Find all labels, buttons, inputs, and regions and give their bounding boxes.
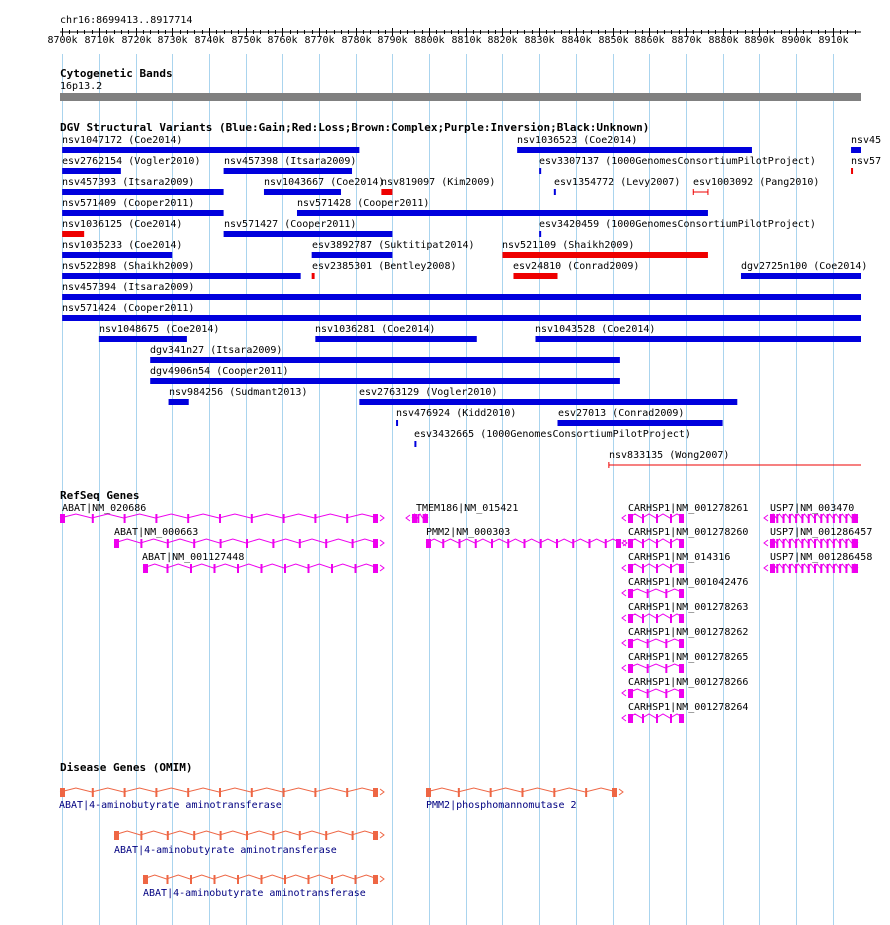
tick-label: 8770k	[304, 35, 335, 46]
refseq-gene-label: ABAT|NM_000663	[114, 527, 199, 538]
refseq-gene-label: CARHSP1|NM_001278260	[628, 527, 749, 538]
dgv-feature-label: nsv521109 (Shaikh2009)	[502, 240, 635, 251]
dgv-feature-label: esv2762154 (Vogler2010)	[62, 156, 201, 167]
tick-label: 8880k	[708, 35, 739, 46]
refseq-gene-label: ABAT|NM_020686	[62, 503, 147, 514]
omim-gene-label[interactable]: ABAT|4-aminobutyrate aminotransferase	[114, 845, 337, 856]
refseq-gene-label: USP7|NM_003470	[770, 503, 855, 514]
dgv-feature-label: esv24810 (Conrad2009)	[513, 261, 640, 272]
refseq-track-title[interactable]: RefSeq Genes	[60, 489, 140, 502]
tick-label: 8780k	[341, 35, 372, 46]
dgv-feature-label: nsv571427 (Cooper2011)	[224, 219, 357, 230]
cytoband-name: 16p13.2	[60, 81, 103, 92]
dgv-feature-label: nsv57	[851, 156, 882, 167]
dgv-feature-label: esv2763129 (Vogler2010)	[359, 387, 498, 398]
dgv-track-title[interactable]: DGV Structural Variants (Blue:Gain;Red:Loss;Brown:Complex;Purple:Inversion;Black:Unknown)	[60, 121, 650, 134]
refseq-gene-label: CARHSP1|NM_001278266	[628, 677, 749, 688]
dgv-feature-label: esv3892787 (Suktitipat2014)	[312, 240, 475, 251]
tick-label: 8710k	[84, 35, 115, 46]
dgv-feature-label: esv2385301 (Bentley2008)	[312, 261, 457, 272]
dgv-feature-label: nsv45	[851, 135, 882, 146]
dgv-feature-label: nsv457398 (Itsara2009)	[224, 156, 357, 167]
tick-label: 8720k	[121, 35, 152, 46]
refseq-gene-label: CARHSP1|NM_001278262	[628, 627, 749, 638]
omim-track-title[interactable]: Disease Genes (OMIM)	[60, 761, 193, 774]
dgv-feature-label: nsv833135 (Wong2007)	[609, 450, 730, 461]
refseq-gene-label: TMEM186|NM_015421	[416, 503, 519, 514]
dgv-feature-label: nsv571409 (Cooper2011)	[62, 198, 195, 209]
dgv-feature-label: dgv4906n54 (Cooper2011)	[150, 366, 289, 377]
refseq-gene-label: CARHSP1|NM_014316	[628, 552, 731, 563]
dgv-feature-label: esv3307137 (1000GenomesConsortiumPilotProject)	[539, 156, 816, 167]
dgv-feature-label: nsv1035233 (Coe2014)	[62, 240, 183, 251]
dgv-feature-label: esv27013 (Conrad2009)	[558, 408, 685, 419]
dgv-feature-label: nsv1036281 (Coe2014)	[315, 324, 436, 335]
dgv-feature-label: nsv476924 (Kidd2010)	[396, 408, 517, 419]
dgv-feature-label: dgv341n27 (Itsara2009)	[150, 345, 283, 356]
tick-label: 8840k	[561, 35, 592, 46]
omim-gene-label[interactable]: PMM2|phosphomannomutase 2	[426, 800, 577, 811]
refseq-gene-label: CARHSP1|NM_001278263	[628, 602, 749, 613]
dgv-feature-label: nsv1047172 (Coe2014)	[62, 135, 183, 146]
tick-label: 8810k	[451, 35, 482, 46]
cytoband-track-title[interactable]: Cytogenetic Bands	[60, 67, 173, 80]
omim-gene-label[interactable]: ABAT|4-aminobutyrate aminotransferase	[59, 800, 282, 811]
refseq-gene-label: USP7|NM_001286458	[770, 552, 873, 563]
dgv-feature-label: esv3432665 (1000GenomesConsortiumPilotProject)	[414, 429, 691, 440]
tick-label: 8910k	[818, 35, 849, 46]
dgv-feature-label: esv3420459 (1000GenomesConsortiumPilotProject)	[539, 219, 816, 230]
dgv-feature-label: nsv571424 (Cooper2011)	[62, 303, 195, 314]
tick-label: 8900k	[781, 35, 812, 46]
dgv-feature-label: nsv819097 (Kim2009)	[381, 177, 496, 188]
tick-label: 8860k	[634, 35, 665, 46]
tick-label: 8870k	[671, 35, 702, 46]
dgv-feature-label: esv1003092 (Pang2010)	[693, 177, 820, 188]
tick-label: 8740k	[194, 35, 225, 46]
dgv-feature-label: nsv1036125 (Coe2014)	[62, 219, 183, 230]
tick-label: 8790k	[377, 35, 408, 46]
tick-label: 8730k	[157, 35, 188, 46]
dgv-feature-label: nsv1043667 (Coe2014)	[264, 177, 385, 188]
refseq-gene-label: CARHSP1|NM_001278261	[628, 503, 749, 514]
tick-label: 8800k	[414, 35, 445, 46]
region-label: chr16:8699413..8917714	[60, 15, 193, 26]
refseq-gene-label: ABAT|NM_001127448	[142, 552, 245, 563]
dgv-feature-label: nsv1036523 (Coe2014)	[517, 135, 638, 146]
refseq-gene-label: USP7|NM_001286457	[770, 527, 873, 538]
dgv-feature-label: nsv571428 (Cooper2011)	[297, 198, 430, 209]
omim-gene-label[interactable]: ABAT|4-aminobutyrate aminotransferase	[143, 888, 366, 899]
tick-label: 8850k	[598, 35, 629, 46]
dgv-feature-label: nsv984256 (Sudmant2013)	[169, 387, 308, 398]
tick-label: 8820k	[487, 35, 518, 46]
dgv-feature-label: nsv457394 (Itsara2009)	[62, 282, 195, 293]
refseq-gene-label: CARHSP1|NM_001278264	[628, 702, 749, 713]
dgv-feature-label: nsv1048675 (Coe2014)	[99, 324, 220, 335]
dgv-feature-label: dgv2725n100 (Coe2014)	[741, 261, 868, 272]
refseq-gene-label: CARHSP1|NM_001042476	[628, 577, 749, 588]
tick-label: 8700k	[47, 35, 78, 46]
dgv-feature-label: nsv457393 (Itsara2009)	[62, 177, 195, 188]
tick-label: 8750k	[231, 35, 262, 46]
refseq-gene-label: CARHSP1|NM_001278265	[628, 652, 749, 663]
tick-label: 8890k	[744, 35, 775, 46]
dgv-feature-label: nsv1043528 (Coe2014)	[535, 324, 656, 335]
dgv-feature-label: esv1354772 (Levy2007)	[554, 177, 681, 188]
tick-label: 8760k	[267, 35, 298, 46]
tick-label: 8830k	[524, 35, 555, 46]
cytoband-bar[interactable]	[60, 93, 861, 101]
dgv-feature-label: nsv522898 (Shaikh2009)	[62, 261, 195, 272]
refseq-gene-label: PMM2|NM_000303	[426, 527, 511, 538]
